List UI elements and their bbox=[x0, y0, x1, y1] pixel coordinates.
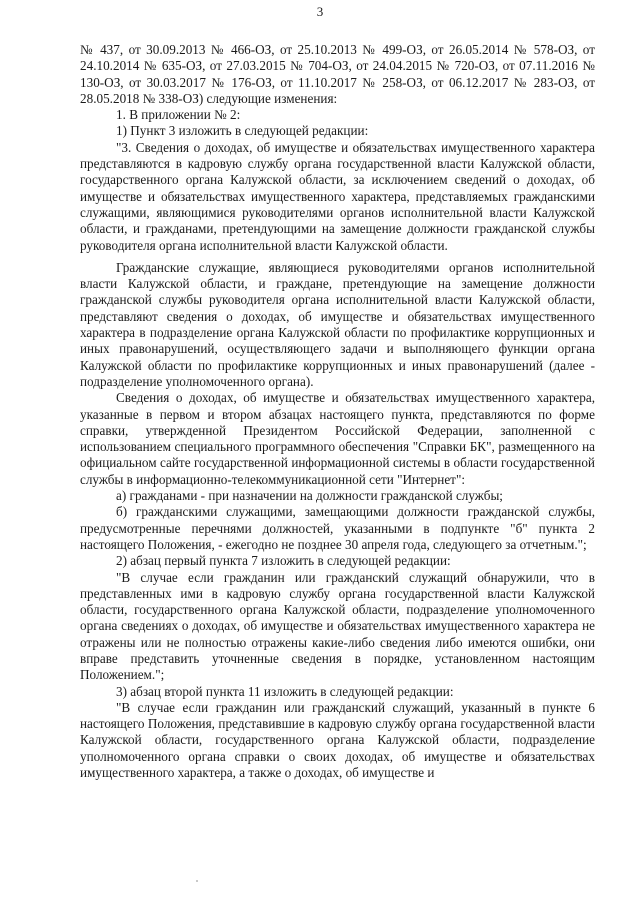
paragraph: 2) абзац первый пункта 7 изложить в следующей редакции: bbox=[116, 553, 451, 569]
paragraph: "В случае если гражданин или гражданский служащий, указанный в пункте 6 настоящего Положения, представившие в кадровую службу органа государственной власти Калужской области, государственного органа Калужской области, подразделение уполномоченного органа справки о своих доходах, об имуществе и обязательствах имущественного характера, а также о доходах, об имуществе и bbox=[80, 699, 595, 781]
paragraph: № 437, от 30.09.2013 № 466-ОЗ, от 25.10.2013 № 499-ОЗ, от 26.05.2014 № 578-ОЗ, от 24.10.2014 № 635-ОЗ, от 27.03.2015 № 704-ОЗ, от 24.04.2015 № 720-ОЗ, от 07.11.2016 № 130-ОЗ, от 30.03.2017 № 176-ОЗ, от 11.10.2017 № 258-ОЗ, от 06.12.2017 № 283-ОЗ, от 28.05.2018 № 338-ОЗ) следующие изменения: bbox=[80, 42, 595, 106]
paragraph: 1. В приложении № 2: bbox=[116, 107, 241, 123]
paragraph: 1) Пункт 3 изложить в следующей редакции: bbox=[116, 123, 369, 139]
paragraph: Гражданские служащие, являющиеся руководителями органов исполнительной власти Калужской области, и граждане, претендующие на замещение должности гражданской службы руководителя органа исполнительной власти Калужской области, представляют сведения о доходах, об имуществе и обязательствах имущественного характера в подразделение органа Калужской области по профилактике коррупционных и иных правонарушений, осуществляющего задачи и выполняющего функции органа Калужской области по профилактике коррупционных и иных правонарушений (далее - подразделение уполномоченного органа). bbox=[80, 259, 595, 389]
page-number: 3 bbox=[316, 4, 324, 19]
paragraph: "3. Сведения о доходах, об имуществе и обязательствах имущественного характера представляются в кадровую службу органа государственной власти Калужской области, государственного органа Калужской области, за исключением сведений о доходах, об имуществе и обязательствах имущественного характера, представляемых гражданскими служащими, являющимися руководителями органов исполнительной власти Калужской области, и гражданами, претендующими на замещение должности гражданской службы руководителя органа исполнительной власти Калужской области. bbox=[80, 139, 595, 253]
paragraph: а) гражданами - при назначении на должности гражданской службы; bbox=[116, 488, 503, 504]
scan-speck bbox=[196, 880, 198, 882]
paragraph: б) гражданскими служащими, замещающими должности гражданской службы, предусмотренные перечнями должностей, указанными в подпункте "б" пункта 2 настоящего Положения, - ежегодно не позднее 30 апреля года, следующего за отчетным."; bbox=[80, 504, 595, 552]
document-body bbox=[80, 42, 595, 781]
paragraph: "В случае если гражданин или гражданский служащий обнаружили, что в представленных ими в кадровую службу органа государственной власти Калужской области, государственного органа Калужской области, подразделение уполномоченного органа сведениях о доходах, об имуществе и обязательствах имущественного характера не отражены или не полностью отражены какие-либо сведения либо имеются ошибки, они вправе представить уточненные сведения в порядке, установленном настоящим Положением."; bbox=[80, 569, 595, 683]
paragraph: Сведения о доходах, об имуществе и обязательствах имущественного характера, указанные в первом и втором абзацах настоящего пункта, представляются по форме справки, утвержденной Президентом Российской Федерации, заполненной с использованием специального программного обеспечения "Справки БК", размещенного на официальном сайте государственной информационной системы в области государственной службы в информационно-телекоммуникационной сети "Интернет": bbox=[80, 390, 595, 487]
paragraph: 3) абзац второй пункта 11 изложить в следующей редакции: bbox=[116, 683, 454, 699]
